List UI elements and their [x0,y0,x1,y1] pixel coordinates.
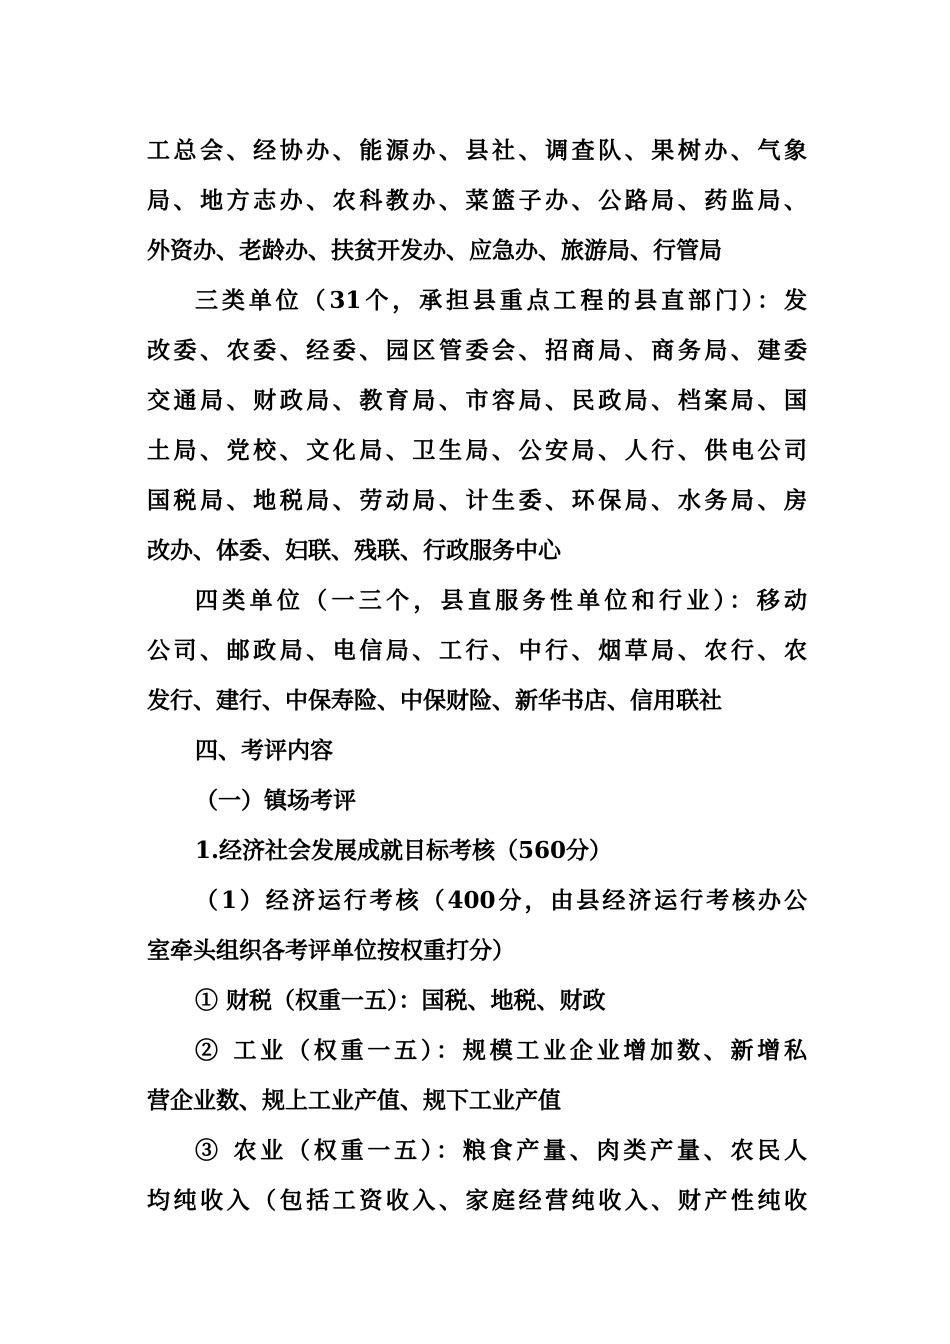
text-line: 发行、建行、中保寿险、中保财险、新华书店、信用联社 [147,687,722,714]
text-line: 1.经济社会发展成就目标考核（560分） [195,837,613,864]
item-agriculture [147,1126,807,1226]
text-line: （1）经济运行考核（400分，由县经济运行考核办公 [195,887,807,914]
text-line: 四类单位（一三个，县直服务性单位和行业）：移动 [195,587,807,614]
text-line: 外资办、老龄办、扶贫开发办、应急办、旅游局、行管局 [147,237,722,264]
section-heading [147,726,807,776]
text-line: ① 财税（权重一五）：国税、地税、财政 [195,987,606,1014]
item-economic-social-assessment [147,826,807,876]
text-line: ③ 农业（权重一五）：粮食产量、肉类产量、农民人 [195,1137,807,1164]
text-line: 国税局、地税局、劳动局、计生委、环保局、水务局、房 [147,487,807,514]
text-line: ② 工业（权重一五）：规模工业企业增加数、新增私 [195,1037,807,1064]
text-line: 公司、邮政局、电信局、工行、中行、烟草局、农行、农 [147,637,807,664]
text-line: 营企业数、规上工业产值、规下工业产值 [147,1087,561,1114]
paragraph-third-class-units [147,276,807,576]
paragraph-fourth-class-units [147,576,807,726]
item-industry [147,1026,807,1126]
text-line: 室牵头组织各考评单位按权重打分） [147,937,515,964]
text-line: 均纯收入（包括工资收入、家庭经营纯收入、财产性纯收 [147,1187,807,1214]
paragraph-unit-list-continued [147,126,807,276]
text-line: 土局、党校、文化局、卫生局、公安局、人行、供电公司 [147,437,807,464]
text-line: 改委、农委、经委、园区管委会、招商局、商务局、建委 [147,337,807,364]
text-line: 工总会、经协办、能源办、县社、调查队、果树办、气象 [147,137,807,164]
text-line: 局、地方志办、农科教办、菜篮子办、公路局、药监局、 [147,187,807,214]
text-line: 改办、体委、妇联、残联、行政服务中心 [147,537,561,564]
subsection-heading [147,776,807,826]
item-finance-tax [147,976,807,1026]
heading-text: （一）镇场考评 [195,787,356,814]
item-economic-operation [147,876,807,976]
text-line: 交通局、财政局、教育局、市容局、民政局、档案局、国 [147,387,807,414]
text-line: 三类单位（31个，承担县重点工程的县直部门）：发 [195,287,807,314]
heading-text: 四、考评内容 [195,738,333,764]
